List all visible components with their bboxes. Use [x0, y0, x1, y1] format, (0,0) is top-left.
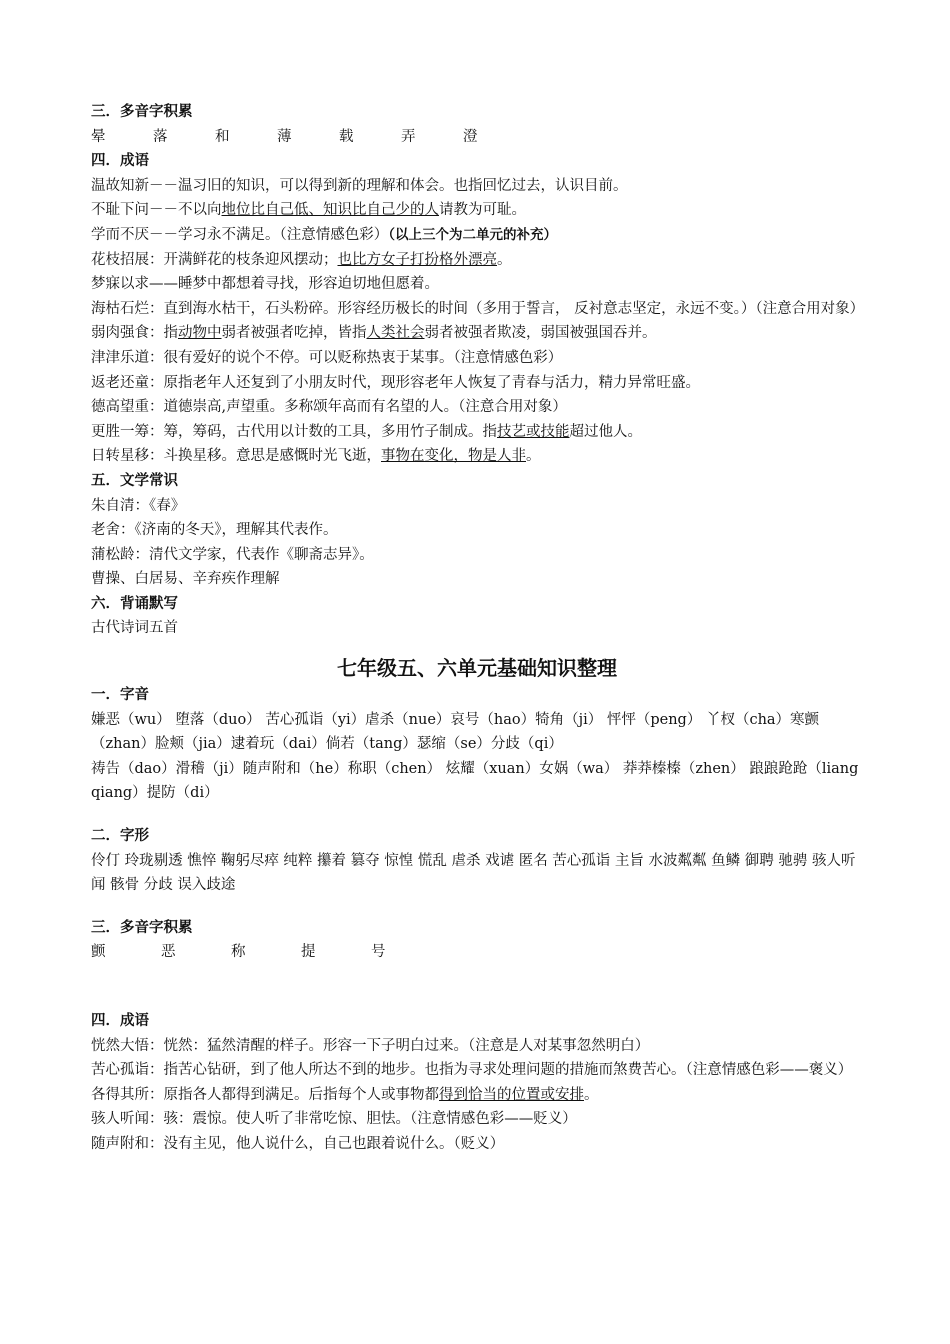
idiom-entry: 日转星移：斗换星移。意思是感慨时光飞逝，事物在变化，物是人非。 — [91, 448, 541, 465]
literature-entry: 蒲松龄：清代文学家，代表作《聊斋志异》。 — [91, 546, 374, 563]
supplement-note: （以上三个为二单元的补充） — [388, 226, 557, 243]
polyphonic-list — [91, 940, 863, 965]
polyphonic-char: 澄 — [463, 128, 478, 145]
polyphonic-char: 号 — [371, 944, 386, 961]
polyphonic-char: 晕 — [91, 128, 106, 145]
polyphonic-char: 载 — [339, 128, 354, 145]
polyphonic-list — [91, 125, 863, 150]
idiom-entry: 返老还童：原指老年人还复到了小朋友时代，现形容老年人恢复了青春与活力，精力异常旺盛。 — [91, 374, 700, 391]
section-heading-polyphonic: 三．多音字积累 — [91, 104, 193, 120]
idiom-entry: 苦心孤诣：指苦心钻研，到了他人所达不到的地步。也指为寻求处理问题的措施而煞费苦心。（注意情感色彩——褒义） — [91, 1062, 853, 1079]
section-heading-polyphonic: 三．多音字积累 — [91, 919, 193, 936]
idiom-entry: 恍然大悟：恍然：猛然清醒的样子。形容一下子明白过来。（注意是人对某事忽然明白） — [91, 1037, 650, 1054]
idiom-entry: 学而不厌－－学习永不满足。（注意情感色彩）（以上三个为二单元的补充） — [91, 226, 557, 243]
idiom-entry: 津津乐道：很有爱好的说个不停。可以贬称热衷于某事。（注意情感色彩） — [91, 349, 563, 366]
idiom-entry: 随声附和：没有主见，他人说什么，自己也跟着说什么。（贬义） — [91, 1135, 505, 1152]
idiom-entry: 更胜一筹：筹，筹码，古代用以计数的工具，多用竹子制成。指技艺或技能超过他人。 — [91, 423, 642, 440]
idiom-entry: 弱肉强食：指动物中弱者被强者吃掉，皆指人类社会弱者被强者欺凌，弱国被强国吞并。 — [91, 325, 657, 342]
polyphonic-char: 薄 — [277, 128, 292, 145]
section-heading-recitation: 六．背诵默写 — [91, 595, 178, 612]
polyphonic-char: 弄 — [401, 128, 416, 145]
polyphonic-char: 落 — [153, 128, 168, 145]
idiom-entry: 德高望重：道德崇高,声望重。多称颂年高而有名望的人。（注意合用对象） — [91, 399, 567, 416]
idiom-entry: 各得其所：原指各人都得到满足。后指每个人或事物都得到恰当的位置或安排。 — [91, 1086, 599, 1103]
polyphonic-char: 提 — [301, 944, 316, 961]
document-page — [91, 100, 863, 1157]
polyphonic-char: 颤 — [91, 944, 106, 961]
idiom-entry: 梦寐以求——睡梦中都想着寻找，形容迫切地但愿着。 — [91, 276, 439, 293]
recitation-entry: 古代诗词五首 — [91, 620, 178, 637]
idiom-entry: 花枝招展：开满鲜花的枝条迎风摆动；也比方女子打扮格外漂亮。 — [91, 251, 512, 268]
idiom-entry: 不耻下问－－不以向地位比自己低、知识比自己少的人请教为可耻。 — [91, 202, 526, 219]
literature-entry: 曹操、白居易、辛弃疾作理解 — [91, 571, 280, 588]
pronunciation-list: 嫌恶（wu） 堕落（duo） 苦心孤诣（yi）虐杀（nue）哀号（hao）犄角（ji） 怦怦（peng） 丫杈（cha）寒颤（zhan）脸颊（jia）逮着玩（dai）倘若（tang）瑟缩（se）分歧（qi） — [91, 711, 820, 753]
literature-entry: 朱自清：《春》 — [91, 497, 186, 514]
polyphonic-char: 和 — [215, 128, 230, 145]
section-heading-pronunciation: 一．字音 — [91, 687, 149, 704]
idiom-entry: 骇人听闻：骇：震惊。使人听了非常吃惊、胆怯。（注意情感色彩——贬义） — [91, 1111, 577, 1128]
character-list: 伶仃 玲珑剔透 憔悴 鞠躬尽瘁 纯粹 攥着 篡夺 惊惶 慌乱 虐杀 戏谑 匿名 苦心孤诣 主旨 水波粼粼 鱼鳞 御聘 驰骋 骇人听闻 骸骨 分歧 误入歧途 — [91, 852, 856, 894]
idiom-entry: 温故知新－－温习旧的知识，可以得到新的理解和体会。也指回忆过去，认识目前。 — [91, 177, 628, 194]
section-heading-idioms: 四．成语 — [91, 1013, 149, 1029]
page-title: 七年级五、六单元基础知识整理 — [337, 656, 617, 681]
section-heading-characters: 二．字形 — [91, 828, 149, 845]
polyphonic-char: 称 — [231, 944, 246, 961]
literature-entry: 老舍：《济南的冬天》，理解其代表作。 — [91, 522, 338, 539]
idiom-entry: 海枯石烂：直到海水枯干，石头粉碎。形容经历极长的时间（多用于誓言， 反衬意志坚定，永远不变。）（注意合用对象） — [91, 300, 865, 317]
section-heading-literature: 五．文学常识 — [91, 472, 178, 489]
polyphonic-char: 恶 — [161, 944, 176, 961]
section-heading-idioms: 四．成语 — [91, 153, 149, 170]
pronunciation-list: 祷告（dao）滑稽（ji）随声附和（he）称职（chen） 炫耀（xuan）女娲（wa） 莽莽榛榛（zhen） 踉踉跄跄（liang qiang）提防（di） — [91, 760, 859, 802]
